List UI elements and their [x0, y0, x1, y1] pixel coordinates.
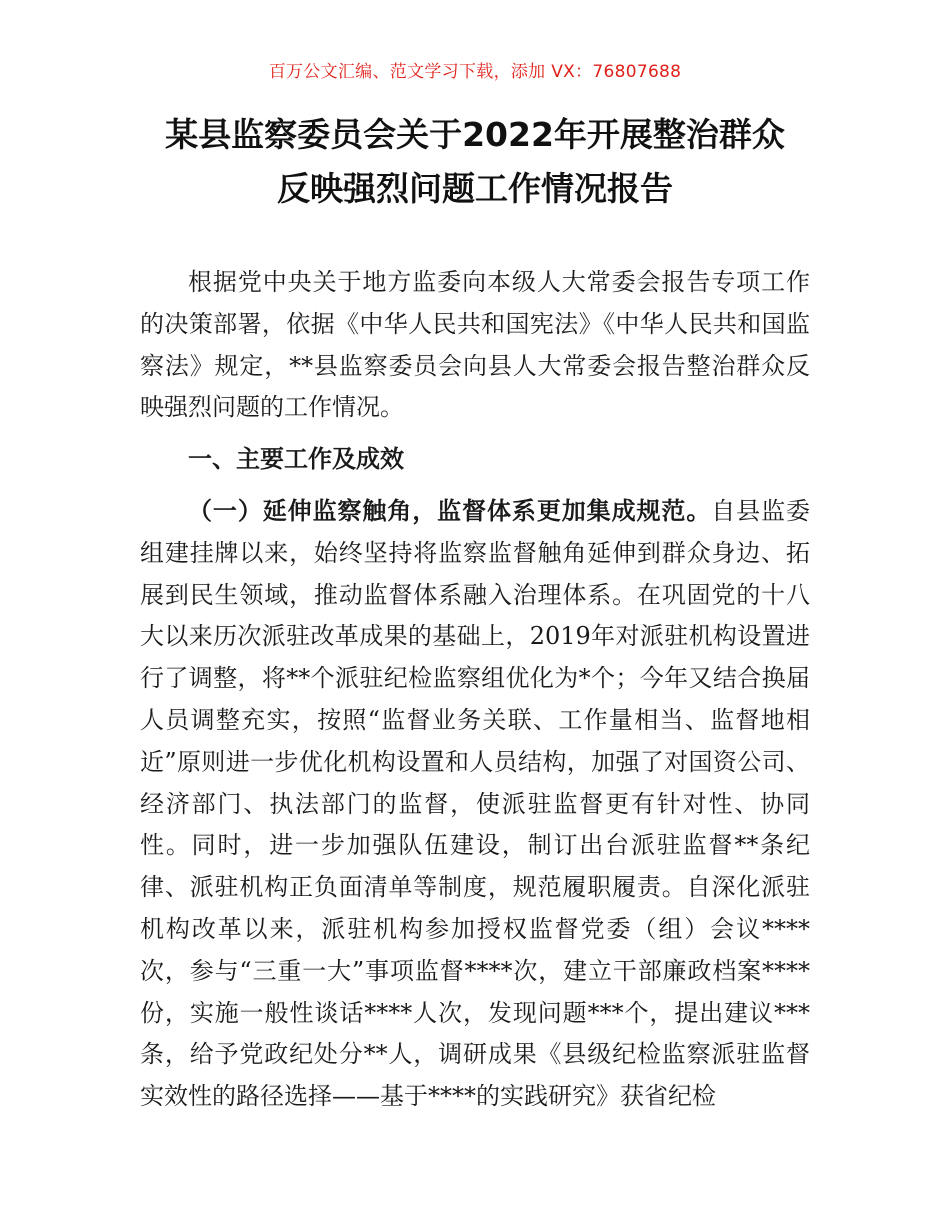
section-heading-text: 一、主要工作及成效 [188, 445, 404, 474]
section-heading [140, 439, 810, 481]
subsection-lead: （一）延伸监察触角，监督体系更加集成规范。 [188, 496, 712, 525]
subsection-paragraph [140, 491, 810, 1118]
document-body [140, 262, 810, 1118]
subsection-text: 自县监委组建挂牌以来，始终坚持将监察监督触角延伸到群众身边、拓展到民生领域，推动监督体系融入治理体系。在巩固党的十八大以来历次派驻改革成果的基础上，2019年对派驻机构设置进行了调整，将**个派驻纪检监察组优化为*个；今年又结合换届人员调整充实，按照“监督业务关联、工作量相当、监督地相近”原则进一步优化机构设置和人员结构，加强了对国资公司、经济部门、执法部门的监督，使派驻监督更有针对性、协同性。同时，进一步加强队伍建设，制订出台派驻监督**条纪律、派驻机构正负面清单等制度，规范履职履责。自深化派驻机构改革以来，派驻机构参加授权监督党委（组）会议****次，参与“三重一大”事项监督****次，建立干部廉政档案****份，实施一般性谈话****人次，发现问题***个，提出建议***条，给予党政纪处分**人，调研成果《县级纪检监察派驻监督实效性的路径选择——基于****的实践研究》获省纪检 [140, 496, 810, 1111]
document-title [100, 108, 850, 216]
title-line-1: 某县监察委员会关于2022年开展整治群众 [165, 115, 785, 154]
watermark-banner: 百万公文汇编、范文学习下载，添加 VX：76807688 [268, 62, 682, 82]
title-line-2: 反映强烈问题工作情况报告 [277, 169, 673, 208]
intro-paragraph: 根据党中央关于地方监委向本级人大常委会报告专项工作的决策部署，依据《中华人民共和国宪法》《中华人民共和国监察法》规定，**县监察委员会向县人大常委会报告整治群众反映强烈问题的工作情况。 [140, 268, 810, 422]
